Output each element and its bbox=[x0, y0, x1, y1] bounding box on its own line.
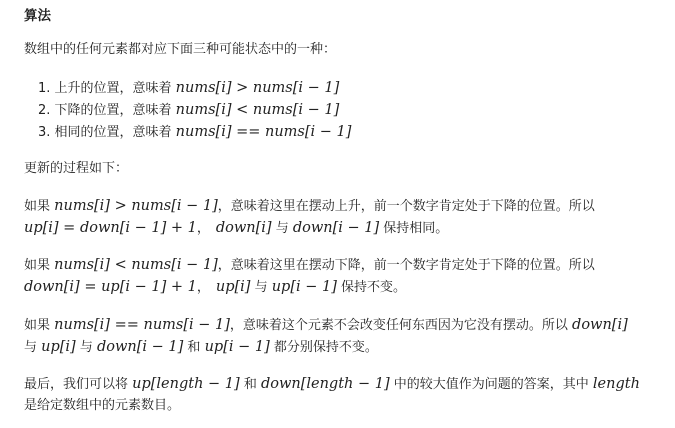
text: ，意味着这里在摆动上升，前一个数字肯定处于下降的位置。所以 bbox=[217, 199, 595, 214]
paragraph-result-line-2: 是给定数组中的元素数目。 bbox=[24, 398, 181, 413]
text: 保持不变。 bbox=[336, 280, 407, 295]
formula: up[i] bbox=[215, 279, 251, 295]
list-item-text: 3. 相同的位置，意味着 bbox=[38, 125, 176, 140]
text: 与 bbox=[250, 280, 272, 295]
list-item bbox=[38, 122, 667, 143]
text: 如果 bbox=[24, 199, 55, 214]
formula: down[i] = up[i − 1] + 1 bbox=[24, 279, 197, 295]
paragraph-result-line-1 bbox=[24, 374, 667, 395]
formula: up[i − 1] bbox=[271, 279, 337, 295]
formula: down[i] bbox=[572, 317, 628, 333]
formula: nums[i] > nums[i − 1] bbox=[54, 198, 218, 214]
text: ， bbox=[196, 221, 210, 236]
list-item-formula: nums[i] < nums[i − 1] bbox=[175, 102, 340, 118]
formula: up[i] = down[i − 1] + 1 bbox=[24, 220, 197, 236]
text: 和 bbox=[239, 377, 261, 392]
formula: down[i − 1] bbox=[292, 220, 380, 236]
text: 中的较大值作为问题的答案，其中 bbox=[389, 377, 593, 392]
text: 如果 bbox=[24, 318, 55, 333]
section-title: 算法 bbox=[24, 8, 51, 24]
formula: up[i − 1] bbox=[204, 339, 270, 355]
list-item-text: 2. 下降的位置，意味着 bbox=[38, 103, 176, 118]
formula: nums[i] == nums[i − 1] bbox=[54, 317, 230, 333]
list-item bbox=[38, 100, 667, 121]
text: ，意味着这里在摆动下降，前一个数字肯定处于下降的位置。所以 bbox=[217, 258, 595, 273]
text: 保持相同。 bbox=[379, 221, 449, 236]
text: 与 bbox=[75, 340, 97, 355]
list-item bbox=[38, 78, 667, 99]
list-item-text: 1. 上升的位置，意味着 bbox=[38, 81, 176, 96]
paragraph-falling-line-2 bbox=[24, 277, 667, 298]
text: 与 bbox=[271, 221, 293, 236]
formula: down[i] bbox=[215, 220, 272, 236]
paragraph-equal-line-2 bbox=[24, 337, 667, 358]
intro-text: 数组中的任何元素都对应下面三种可能状态中的一种： bbox=[24, 42, 337, 57]
text: 与 bbox=[24, 340, 42, 355]
text: 和 bbox=[183, 340, 205, 355]
formula: up[length − 1] bbox=[132, 376, 240, 392]
text: ， bbox=[196, 280, 210, 295]
update-intro: 更新的过程如下： bbox=[24, 161, 129, 176]
text: 如果 bbox=[24, 258, 55, 273]
formula: down[length − 1] bbox=[260, 376, 390, 392]
formula: up[i] bbox=[41, 339, 76, 355]
text: 最后，我们可以将 bbox=[24, 377, 133, 392]
text: 都分别保持不变。 bbox=[269, 340, 378, 355]
paragraph-rising-line-2 bbox=[24, 218, 667, 239]
text: ，意味着这个元素不会改变任何东西因为它没有摆动。所以 bbox=[229, 318, 573, 333]
formula: down[i − 1] bbox=[96, 339, 184, 355]
list-item-formula: nums[i] == nums[i − 1] bbox=[175, 124, 352, 140]
paragraph-falling-line-1 bbox=[24, 255, 667, 276]
formula: nums[i] < nums[i − 1] bbox=[54, 257, 218, 273]
paragraph-rising-line-1 bbox=[24, 196, 667, 217]
paragraph-equal-line-1 bbox=[24, 315, 667, 336]
list-item-formula: nums[i] > nums[i − 1] bbox=[175, 80, 340, 96]
formula: length bbox=[592, 376, 640, 392]
